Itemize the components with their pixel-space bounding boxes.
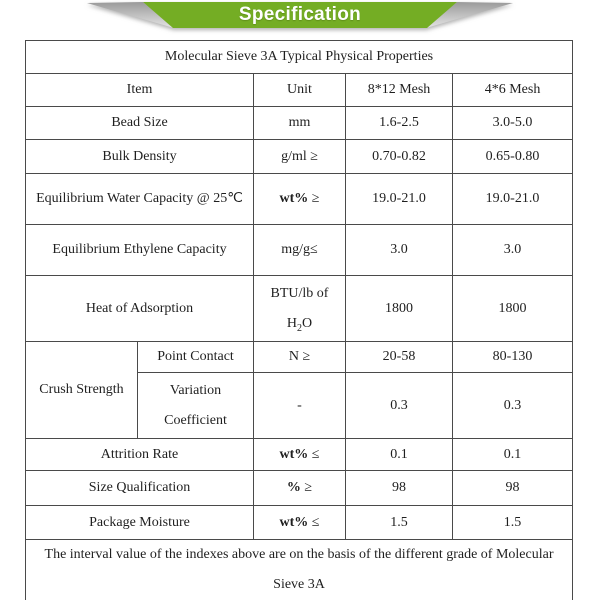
unit-text: g/ml ≥ — [281, 148, 318, 164]
note-line1: The interval value of the indexes above are on the basis of the different grade of Molecular — [44, 547, 554, 562]
table-row — [26, 174, 573, 225]
mesh2-cell: 3.0-5.0 — [453, 107, 573, 140]
mesh1-cell: 1.6-2.5 — [346, 107, 453, 140]
item-cell: Equilibrium Water Capacity @ 25℃ — [26, 174, 254, 225]
note-row — [26, 540, 573, 600]
mesh2-cell: 0.65-0.80 — [453, 140, 573, 174]
item-cell: Attrition Rate — [26, 439, 254, 471]
unit-text: ≤ — [308, 514, 320, 530]
unit-text: - — [297, 397, 302, 413]
item-cell — [138, 373, 254, 439]
note-line2: Sieve 3A — [273, 577, 325, 592]
h2o-h: H — [286, 315, 297, 331]
header-mesh1: 8*12 Mesh — [346, 74, 453, 107]
specification-table — [25, 40, 573, 600]
table-row — [26, 342, 573, 373]
unit-text: N ≥ — [288, 349, 311, 365]
unit-text: ≤ — [308, 446, 320, 462]
item-line2: Coefficient — [164, 412, 227, 428]
unit-bold: wt% — [279, 191, 309, 207]
item-cell: Bulk Density — [26, 140, 254, 174]
mesh2-cell: 19.0-21.0 — [453, 174, 573, 225]
unit-cell — [254, 471, 346, 506]
item-cell: Equilibrium Ethylene Capacity — [26, 225, 254, 276]
note-cell — [26, 540, 573, 600]
table-row — [26, 471, 573, 506]
table-title: Molecular Sieve 3A Typical Physical Properties — [26, 41, 573, 74]
header-mesh2: 4*6 Mesh — [453, 74, 573, 107]
unit-text: mm — [288, 115, 311, 131]
mesh2-cell: 0.1 — [453, 439, 573, 471]
mesh1-cell: 3.0 — [346, 225, 453, 276]
mesh1-cell: 0.3 — [346, 373, 453, 439]
item-cell: Point Contact — [138, 342, 254, 373]
unit-cell — [254, 174, 346, 225]
unit-text: mg/g≤ — [281, 242, 318, 258]
table-title-row — [26, 41, 573, 74]
unit-cell — [254, 225, 346, 276]
mesh1-cell: 19.0-21.0 — [346, 174, 453, 225]
table-row — [26, 225, 573, 276]
unit-cell — [254, 107, 346, 140]
unit-bold: wt% — [279, 446, 309, 462]
table-row — [26, 506, 573, 540]
item-cell: Bead Size — [26, 107, 254, 140]
h2o-o: O — [302, 315, 313, 331]
h2o-subscript: 2 — [297, 322, 302, 334]
unit-cell — [254, 506, 346, 540]
mesh2-cell: 98 — [453, 471, 573, 506]
mesh2-cell: 3.0 — [453, 225, 573, 276]
table-row — [26, 276, 573, 342]
header-item: Item — [26, 74, 254, 107]
mesh1-cell: 20-58 — [346, 342, 453, 373]
unit-cell — [254, 439, 346, 471]
item-cell: Package Moisture — [26, 506, 254, 540]
table-row — [26, 107, 573, 140]
item-cell: Heat of Adsorption — [26, 276, 254, 342]
mesh2-cell: 1.5 — [453, 506, 573, 540]
item-cell: Size Qualification — [26, 471, 254, 506]
mesh2-cell: 0.3 — [453, 373, 573, 439]
unit-cell — [254, 342, 346, 373]
mesh1-cell: 0.70-0.82 — [346, 140, 453, 174]
unit-cell — [254, 373, 346, 439]
table-row — [26, 439, 573, 471]
table-header-row — [26, 74, 573, 107]
unit-bold: % — [286, 480, 301, 496]
header-unit: Unit — [254, 74, 346, 107]
unit-text: ≥ — [300, 480, 313, 496]
mesh1-cell: 1800 — [346, 276, 453, 342]
unit-text: ≥ — [308, 191, 320, 207]
unit-line1: BTU/lb of — [270, 285, 329, 301]
unit-cell — [254, 140, 346, 174]
unit-line2 — [258, 309, 341, 339]
crush-strength-label-cell: Crush Strength — [26, 342, 138, 439]
mesh1-cell: 1.5 — [346, 506, 453, 540]
unit-cell — [254, 276, 346, 342]
mesh1-cell: 0.1 — [346, 439, 453, 471]
mesh2-cell: 80-130 — [453, 342, 573, 373]
specification-banner — [0, 0, 600, 34]
banner-title: Specification — [238, 4, 362, 25]
mesh1-cell: 98 — [346, 471, 453, 506]
item-line1: Variation — [169, 382, 222, 398]
table-row — [26, 140, 573, 174]
unit-bold: wt% — [279, 514, 309, 530]
mesh2-cell: 1800 — [453, 276, 573, 342]
